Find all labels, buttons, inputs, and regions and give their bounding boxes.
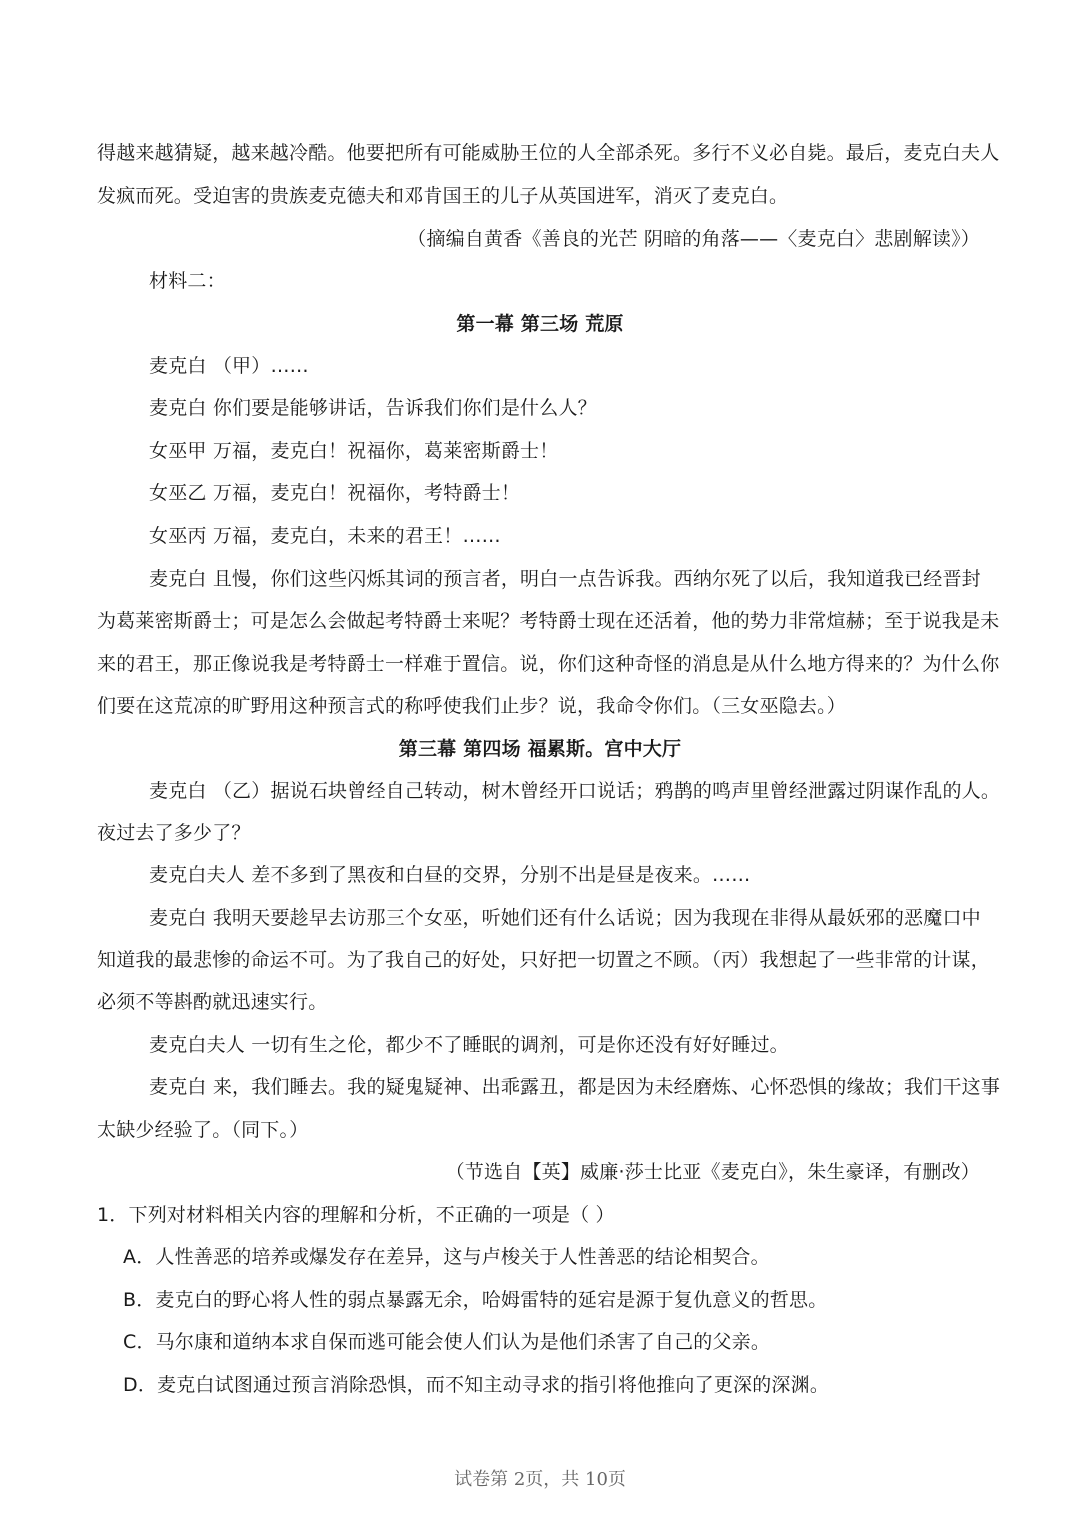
dialogue-line: 麦克白 我明天要趁早去访那三个女巫，听她们还有什么话说；因为我现在非得从最妖邪的恶魔口中 [149, 907, 981, 929]
dialogue-line: 麦克白夫人 一切有生之伦，都少不了睡眠的调剂，可是你还没有好好睡过。 [149, 1034, 789, 1056]
dialogue-line: 知道我的最悲惨的命运不可。为了我自己的好处，只好把一切置之不顾。（丙）我想起了一些非常的计谋， [97, 949, 990, 971]
question-option-a: A．人性善恶的培养或爆发存在差异，这与卢梭关于人性善恶的结论相契合。 [123, 1246, 770, 1268]
scene-title: 第三幕 第四场 福累斯。宫中大厅 [398, 738, 682, 760]
question-stem: 1．下列对材料相关内容的理解和分析，不正确的一项是（ ） [97, 1204, 615, 1226]
material-label: 材料二： [149, 270, 226, 292]
scene-title: 第一幕 第三场 荒原 [456, 313, 624, 335]
question-option-d: D．麦克白试图通过预言消除恐惧，而不知主动寻求的指引将他推向了更深的深渊。 [123, 1374, 830, 1396]
dialogue-line: 女巫甲 万福，麦克白！祝福你，葛莱密斯爵士！ [149, 440, 559, 462]
dialogue-line: 麦克白 来，我们睡去。我的疑鬼疑神、出乖露丑，都是因为未经磨炼、心怀恐惧的缘故；我们干这事 [149, 1076, 1001, 1098]
dialogue-line: 麦克白 （乙）据说石块曾经自己转动，树木曾经开口说话；鸦鹊的鸣声里曾经泄露过阴谋作乱的人。 [149, 780, 1001, 802]
dialogue-line: 们要在这荒凉的旷野用这种预言式的称呼使我们止步？说，我命令你们。（三女巫隐去。） [97, 695, 847, 717]
dialogue-line: 太缺少经验了。（同下。） [97, 1119, 309, 1141]
source-citation: （摘编自黄香《善良的光芒 阴暗的角落——〈麦克白〉悲剧解读》） [407, 228, 980, 250]
dialogue-line: 麦克白 你们要是能够讲话，告诉我们你们是什么人？ [149, 397, 597, 419]
page-footer: 试卷第 2页，共 10页 [454, 1469, 626, 1490]
dialogue-line: 夜过去了多少了？ [97, 822, 251, 844]
dialogue-line: 必须不等斟酌就迅速实行。 [97, 991, 328, 1013]
dialogue-line: 麦克白夫人 差不多到了黑夜和白昼的交界，分别不出是昼是夜来。…… [149, 864, 751, 886]
paragraph-line: 发疯而死。受迫害的贵族麦克德夫和邓肯国王的儿子从英国进军，消灭了麦克白。 [97, 185, 789, 207]
dialogue-line: 女巫丙 万福，麦克白，未来的君王！…… [149, 525, 501, 547]
dialogue-line: 为葛莱密斯爵士；可是怎么会做起考特爵士来呢？考特爵士现在还活着，他的势力非常煊赫；至于说我是未 [97, 610, 1000, 632]
paragraph-line: 得越来越猜疑，越来越冷酷。他要把所有可能威胁王位的人全部杀死。多行不义必自毙。最后，麦克白夫人 [97, 142, 1000, 164]
dialogue-line: 麦克白 且慢，你们这些闪烁其词的预言者，明白一点告诉我。西纳尔死了以后，我知道我已经晋封 [149, 568, 981, 590]
dialogue-line: 麦克白 （甲）…… [149, 355, 309, 377]
dialogue-line: 女巫乙 万福，麦克白！祝福你，考特爵士！ [149, 482, 521, 504]
question-option-c: C．马尔康和道纳本求自保而逃可能会使人们认为是他们杀害了自己的父亲。 [123, 1331, 771, 1353]
dialogue-line: 来的君王，那正像说我是考特爵士一样难于置信。说，你们这种奇怪的消息是从什么地方得来的？为什么你 [97, 653, 1000, 675]
source-citation: （节选自【英】威廉·莎士比亚《麦克白》，朱生豪译，有删改） [445, 1161, 980, 1183]
question-option-b: B．麦克白的野心将人性的弱点暴露无余，哈姆雷特的延宕是源于复仇意义的哲思。 [123, 1289, 828, 1311]
